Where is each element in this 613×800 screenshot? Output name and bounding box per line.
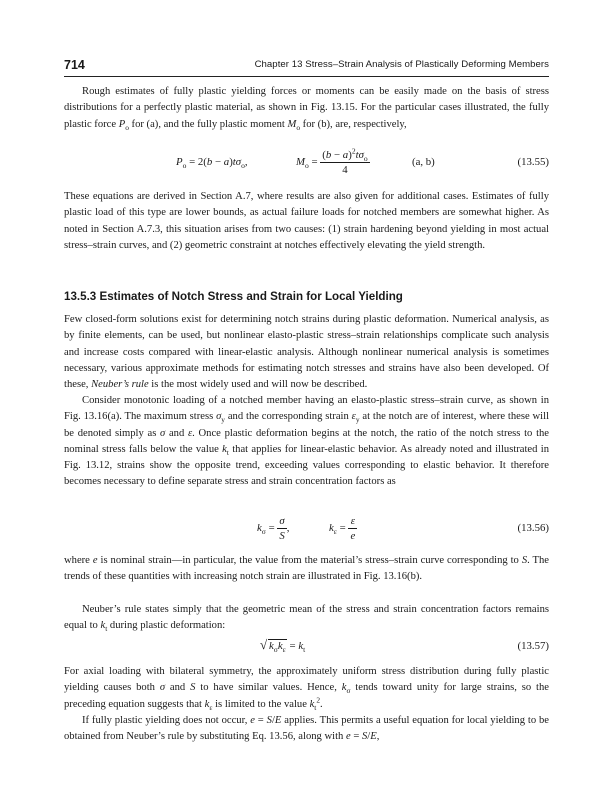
equation-13-56: [64, 514, 549, 544]
equation-13-55: [64, 148, 549, 178]
header-rule: [64, 76, 549, 77]
eq-number-13-56: (13.56): [517, 522, 549, 534]
paragraph-7: For axial loading with bilateral symmetry, the approximately uniform stress distribution during fully plastic yielding causes both σ and S to have similar values. Hence, $k_\sigma$ tends toward unity for large strains, so the preceding equation suggests that $k_\varepsilon$ is limited to the value $k_t^2$.: [64, 666, 549, 712]
paragraph-4: Consider monotonic loading of a notched member having an elasto-plastic stress–strain curve, as shown in Fig. 13.16(a). The maximum stress $\sigma_y$ and the corresponding strain $\varepsilon_y$ at the notch are of interest, where these will be denoted simply as σ and ε. Once plastic deformation begins at the notch, the ratio of the notch stress to the nominal stress falls below the value $k_t$ that applies for linear-elastic behavior. As already noted and illustrated in Fig. 13.12, strains show the opposite trend, exceeding values corresponding to elastic behavior. It therefore becomes necessary to define separate stress and strain concentration factors as: [64, 395, 550, 488]
paragraph-8: If fully plastic yielding does not occur, e = S/E applies. This permits a useful equation for local yielding to be obtained from Neuber’s rule by substituting Eq. 13.56, along with e = S/E,: [64, 715, 549, 743]
running-head: Chapter 13 Stress–Strain Analysis of Plastically Deforming Members: [254, 59, 549, 70]
eq-neuber-rule: √ $k_\sigma k_\varepsilon = k_t$: [260, 637, 306, 655]
paragraph-2: These equations are derived in Section A.7, where results are also given for additional cases. Estimates of fully plastic load of this type are lower bounds, as actual failure loads for notched members are somewhat higher. As noted in Section A.7.3, this situation arises from two causes: (1) strain hardening beyond yielding in most actual stress–strain curves, and (2) geometric constraint at notches effectively elevating the yield strength.: [64, 191, 549, 251]
paragraph-6: Neuber’s rule states simply that the geometric mean of the stress and strain concentration factors remains equal to $k_t$ during plastic deformation:: [64, 604, 549, 634]
section-heading: 13.5.3 Estimates of Notch Stress and Strain for Local Yielding: [64, 290, 403, 303]
page-header: [64, 58, 549, 74]
eq-number-13-55: (13.55): [517, 156, 549, 168]
page-number: 714: [64, 58, 85, 72]
eq-stress-concentration: $k_\sigma$ = $\frac{\sigma}{S}$ ,: [257, 515, 290, 542]
eq-plastic-moment: $M_o$ = $\frac{(b - a)^2t\sigma_o}{4}$: [296, 146, 368, 176]
eq-case-tag: (a, b): [412, 156, 435, 168]
paragraph-5: where e is nominal strain—in particular, the value from the material’s stress–strain curve corresponding to S. The trends of these quantities with increasing notch strain are illustrated in Fig. 13.16(b).: [64, 555, 550, 583]
paragraph-1: Rough estimates of fully plastic yielding forces or moments can be easily made on the basis of stress distributions for a perfectly plastic material, as shown in Fig. 13.15. For the particular cases illustrated, the fully plastic force $P_o$ for (a), and the fully plastic moment $M_o$ for (b), are, respectively,: [64, 86, 549, 132]
eq-number-13-57: (13.57): [517, 640, 549, 652]
eq-plastic-force: $P_o = 2(b - a)t\sigma_o$,: [176, 156, 248, 171]
eq-strain-concentration: $k_\varepsilon$ = $\frac{\varepsilon}{e}$: [329, 515, 356, 542]
paragraph-3: Few closed-form solutions exist for determining notch strains during plastic deformation. Numerical analysis, as by finite elements, can be used, but nonlinear elasto-plastic stress–strain relationships complicate such analysis and increase costs compared with linear-elastic analysis. Although nonlinear numerical analysis is sometimes necessary, various approximate methods for estimating notch stresses and strains have also been developed. Of these, Neuber’s rule is the most widely used and will now be described.: [64, 314, 549, 391]
